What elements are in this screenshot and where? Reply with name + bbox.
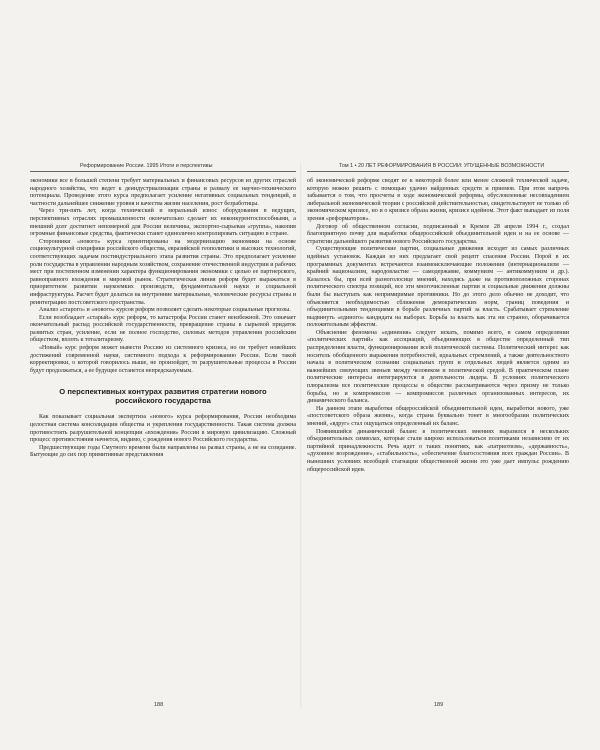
body-paragraph: Анализ «старого» и «нового» курсов реформ позволяет сделать некоторые социальные прогнозы.: [39, 307, 291, 314]
body-paragraph: Договор об общественном согласии, подписанный в Кремле 28 апреля 1994 г., создал благоприятную почву для выработки общероссийской объединительной идеи и на ее основе — стратегии дальнейшего развития нового Российского государства.: [307, 223, 569, 245]
page-number: 188: [154, 702, 164, 708]
body-paragraph: Через три-пять лет, когда технический и моральный износ оборудования в ведущих, перспективных отраслях промышленности окончательно сделает их неконкурентоспособными, а внешний долг достигнет непомерной для России величины, экспортно-сырьевая «группа», накопив огромные финансовые средства, фактически станет единолично контролировать ситуацию в стране.: [30, 208, 296, 238]
body-paragraph: Если возобладает «старый» курс реформ, то катастрофа России станет неизбежной. Это означает окончательный распад российской государственности, превращение страны в сырьевой придаток развитых стран, усиление, если не полное господство, силовых методов управления российским обществом, вплоть к тоталитаризму.: [30, 314, 296, 344]
body-paragraph: Появившийся динамический баланс в политических мнениях выразился в нескольких объединительных символах, которые стали широко использоваться политиками независимо от их партийной принадлежности. Речь идет о таких понятиях, как «патриотизм», «державность», «духовное возрождение», «стабильность», «обеспечение благосостояния всех граждан России». В нынешних условиях всеобщей стагнации общественной жизни это уже дает импульс рождению общероссийской идеи.: [307, 428, 569, 473]
body-paragraph: «Новый» курс реформ может вывести Россию из системного кризиса, но он требует новейших достижений современной науки, системного подхода к реформированию России. Если такой корректировки, о которой говорилось выше, не произойдет, то разрушительные процессы в России будут продолжаться, а ее будущее останется непредсказуемым.: [30, 345, 296, 374]
page-number: 189: [434, 702, 444, 708]
body-paragraph: Предшествующие годы Смутного времени были направлены на развал страны, а не на созидание. Бытующие до сих пор примитивные представления: [30, 444, 296, 459]
right-running-head: Том 1 • 20 ЛЕТ РЕФОРМИРОВАНИЯ В РОССИИ: УПУЩЕННЫЕ ВОЗМОЖНОСТИ: [307, 163, 569, 172]
left-page: [30, 163, 296, 708]
section-heading: О перспективных контурах развития стратегии нового российского государства: [59, 387, 267, 406]
body-paragraph: Сторонники «нового» курса ориентированы на модернизацию экономики на основе социокультурной специфики российского общества, евразийской геополитики и высоких технологий, соответствующих задачам постиндустриального этапа развития страны. Это предполагает усиление роли государства в управлении народным хозяйством, сохранение отечественной индустрии и рабочих мест при постепенном изменении характера функционирования экономики с целью ее партнерского, равноправного вхождения в мировой рынок. Стратегическая линия реформ будет выражаться в приоритетном развитии наукоемких производств, фундаментальной науки и социальной инфраструктуры. Расчет будет делаться на внутренние материальные, человеческие ресурсы страны и реинтеграцию постсоветского пространства.: [30, 238, 296, 306]
left-running-head: Реформирование России. 1995 Итоги и перспективы: [30, 163, 296, 172]
body-paragraph: экономики все в большей степени требует материальных и финансовых ресурсов из других отраслей народного хозяйства, что ведет к деиндустриализации страны и развалу ее научно-технического потенциала. Проведение этого курса предполагает усиление негативных социальных тенденций, в частности дальнейшее снижение уровня и качества жизни населения, рост безработицы.: [30, 178, 296, 207]
body-paragraph: Как показывает социальная экспертиза «нового» курса реформирования, России необходима целостная система консолидации общества и укрепления государственности. Такая система должна противостоять разрушительной концепции «вхождения» России в мировую цивилизацию. Сложный процесс противостояния начнется, видимо, с рождения нового Российского государства.: [30, 414, 296, 444]
body-paragraph: Объяснение феномена «единения» следует искать, помимо всего, в самом определении «политических партий» как ассоциаций, объединяющих в обществе определенный тип распределения власти, функционирования всей политической системы. Политический интерес как носитель обобщенного выражения потребностей, идеальных стремлений, а также деятельностного начала в политическом сознании социальных групп и отдельных людей является одним из важнейших связующих звеньев между человеком и политической средой. В практическом плане политические интересы интегрируются в деятельности лидера. В условиях политического плюрализма все политические процессы в обществе рассматриваются через призму не только борьбы, но и компромиссов — компромиссов различных организованных интересов, их динамического баланса.: [307, 329, 569, 405]
body-paragraph: Существующие политические партии, социальные движения исходят из самых различных идейных установок. Каждая из них предлагает свой рецепт спасения России. Порой в их программных документах встречаются взаимоисключающие положения (интернационализм — крайний национализм, народовластие — самодержавие, коммунизм — антикоммунизм и др.). Казалось бы, при всей разноголосице мнений, находясь даже на противоположных сторонах политического спектра позиций, все эти многочисленные партии и социальные движения должны были бы выступать как непримиримые противники. Но до этого дело обычно не доходит, что объясняется необходимостью сближения демократических норм, границ поведения и объединительными тенденциями в борьбе различных партий за власть. Срабатывает стремление выдвинуть «единого» кандидата на выборах. Борьба за власть как эта ни странно, оборачивается положительным эффектом.: [307, 246, 569, 329]
right-page: [307, 163, 569, 708]
body-paragraph: На данном этапе выработки общероссийской объединительной идеи, выработки нового, уже «постсоветского образа жизни», когда страна буквально тонет в многообразии политических мнений, «вдруг» стал ощущаться определенный их баланс.: [307, 405, 569, 427]
book-gutter: [300, 163, 302, 708]
body-paragraph: об экономической реформе сводят ее к некоторой более или менее сложной технической задаче, которую можно решить с помощью удачно найденных средств и приемов. При этом напрочь забывается о том, что просчеты в ходе экономической реформы, обусловленные несовпадением либеральной экономической теории с российской действительностью, свидетельствуют не только об экономическом кризисе, но и о кризисе образа жизни, кризисе идейном. Этот факт выпадает из поля зрения «реформаторов».: [307, 178, 569, 222]
